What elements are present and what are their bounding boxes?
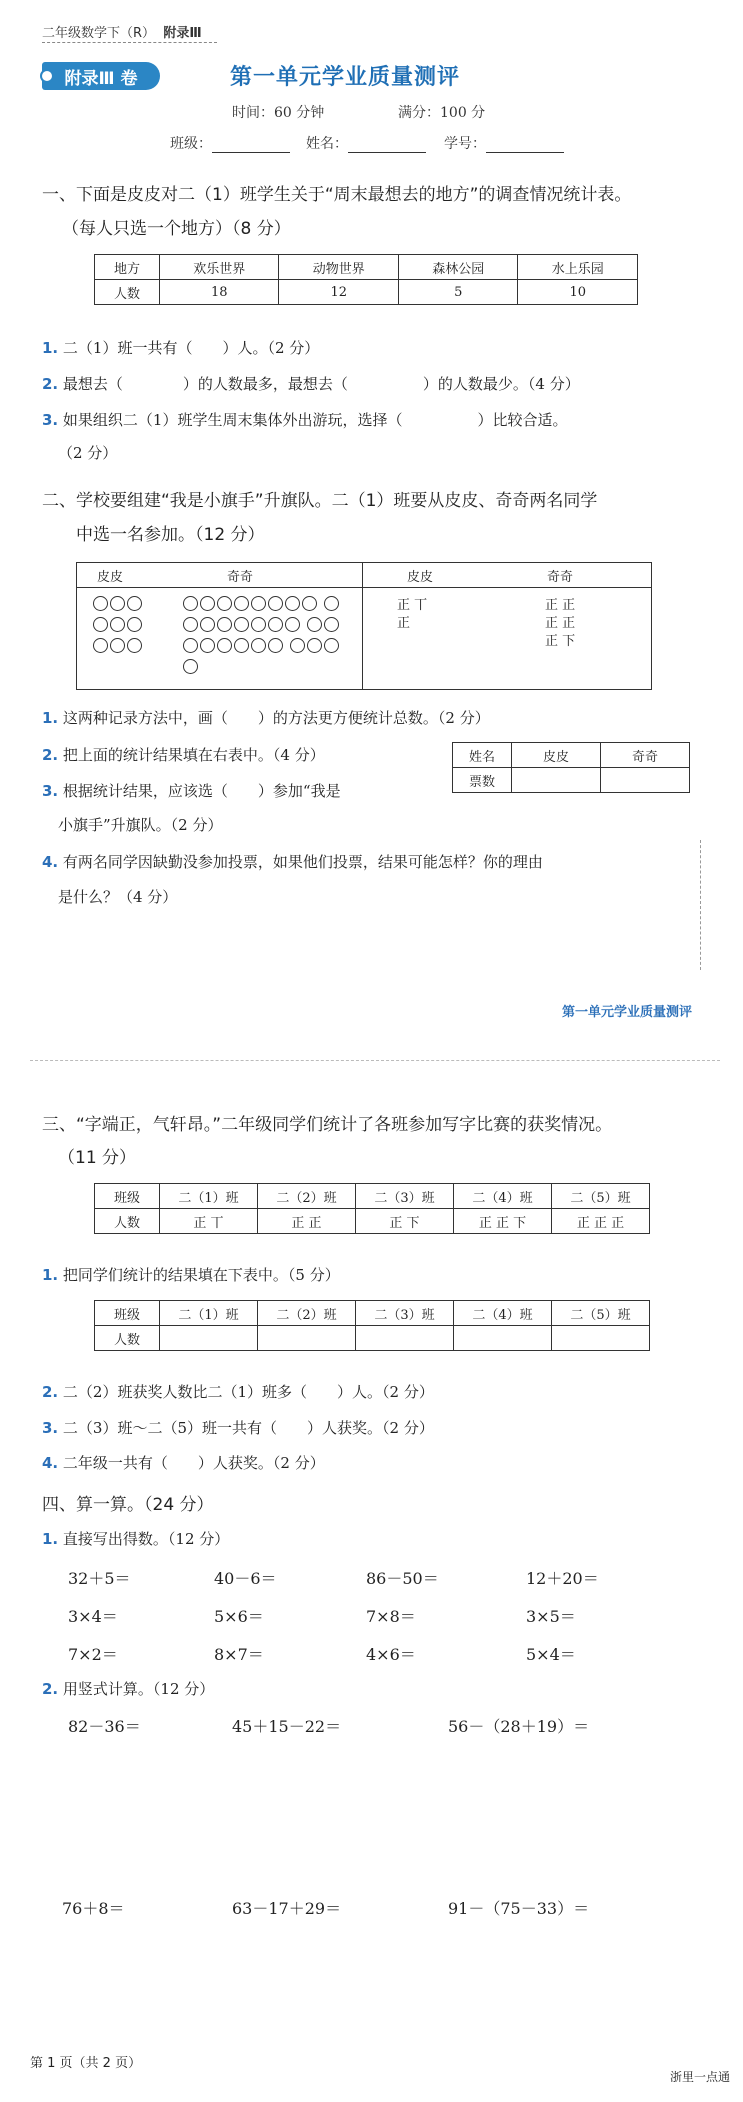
page-break [30,1060,720,1061]
table-row [95,1301,650,1326]
q1-table [94,254,638,305]
table-row [95,1209,650,1234]
table-cell: 二（3）班 [356,1301,454,1326]
page-section-label: 第一单元学业质量测评 [562,1005,693,1020]
table-cell: 奇奇 [601,743,690,768]
q1-item-1: 1. 二（1）班一共有（ ）人。（2 分） [42,339,320,357]
oral-calc: 32＋5＝ [68,1569,131,1588]
oral-calc: 5×4＝ [526,1645,576,1664]
q3-item-2: 2. 二（2）班获奖人数比二（1）班多（ ）人。（2 分） [42,1383,434,1401]
table-cell: 班级 [95,1184,160,1209]
publisher-mark: 浙里一点通 [670,2070,731,2084]
table-cell: 水上乐园 [518,255,638,280]
margin-dash [700,840,701,970]
table-cell: 18 [160,280,279,305]
q4-title: 四、算一算。（24 分） [42,1495,214,1515]
oral-calc: 5×6＝ [214,1607,264,1626]
header-divider [42,42,217,43]
q2-title-cont: 中选一名参加。（12 分） [76,525,265,545]
q3-item-3: 3. 二（3）班～二（5）班一共有（ ）人获奖。（2 分） [42,1419,434,1437]
oral-calc: 86－50＝ [366,1569,439,1588]
table-cell: 票数 [453,768,512,793]
answer-cell[interactable] [258,1326,356,1351]
table-cell: 正 正 下 [454,1209,552,1234]
oral-calc: 7×2＝ [68,1645,118,1664]
oral-calc: 7×8＝ [366,1607,416,1626]
vertical-calc: 76＋8＝ [62,1899,125,1918]
q3-score: （11 分） [58,1148,137,1168]
oral-calc: 8×7＝ [214,1645,264,1664]
vertical-calc: 56－（28＋19）＝ [448,1717,590,1736]
table-row [95,255,638,280]
table-cell: 森林公园 [398,255,517,280]
answer-cell[interactable] [160,1326,258,1351]
table-cell: 人数 [95,1326,160,1351]
appendix-badge: 附录Ⅲ 卷 [42,62,160,90]
table-cell: 地方 [95,255,160,280]
q2-item-4: 4. 有两名同学因缺勤没参加投票，如果他们投票，结果可能怎样？你的理由 [42,853,543,871]
table-row [95,1184,650,1209]
q2-record-box [76,562,652,690]
table-cell: 皮皮 [512,743,601,768]
table-cell: 人数 [95,1209,160,1234]
answer-cell[interactable] [601,768,690,793]
table-cell: 二（1）班 [160,1301,258,1326]
q2-item-1: 1. 这两种记录方法中，画（ ）的方法更方便统计总数。（2 分） [42,709,490,727]
exam-time: 时间：60 分钟 [232,105,325,121]
table-row [95,280,638,305]
q2-item-4-cont: 是什么？（4 分） [58,888,178,906]
table-cell: 人数 [95,280,160,305]
table-cell: 二（1）班 [160,1184,258,1209]
table-row [95,1326,650,1351]
table-cell: 二（3）班 [356,1184,454,1209]
table-cell: 二（4）班 [454,1301,552,1326]
q3-answer-table [94,1300,650,1351]
table-cell: 二（5）班 [552,1184,650,1209]
q2-item-3-cont: 小旗手”升旗队。（2 分） [58,816,223,834]
name-field: 姓名： [306,133,426,153]
answer-cell[interactable] [356,1326,454,1351]
q2-title: 二、学校要组建“我是小旗手”升旗队。二（1）班要从皮皮、奇奇两名同学 [42,491,598,511]
q1-note: （每人只选一个地方）（8 分） [62,219,291,239]
qiqi-tally: 正 正 正 正 正 下 [545,598,576,649]
q1-title: 一、下面是皮皮对二（1）班学生关于“周末最想去的地方”的调查情况统计表。 [42,185,632,205]
tally-header-qiqi: 奇奇 [547,570,574,585]
table-cell: 班级 [95,1301,160,1326]
table-cell: 二（5）班 [552,1301,650,1326]
table-cell: 正 正 正 [552,1209,650,1234]
vertical-calc: 63－17＋29＝ [232,1899,342,1918]
header-left: 二年级数学下（R） 附录Ⅲ [42,26,202,41]
q1-item-3: 3. 如果组织二（1）班学生周末集体外出游玩，选择（ ）比较合适。 [42,411,568,429]
badge-dot-icon [40,69,54,83]
answer-cell[interactable] [512,768,601,793]
q3-title: 三、“字端正，气轩昂。”二年级同学们统计了各班参加写字比赛的获奖情况。 [42,1115,613,1135]
q1-item-3-cont: （2 分） [58,444,118,462]
oral-calc: 3×5＝ [526,1607,576,1626]
page-number: 第 1 页（共 2 页） [30,2056,142,2071]
table-cell: 10 [518,280,638,305]
student-number-field: 学号： [444,133,564,153]
table-cell: 12 [279,280,398,305]
table-row [453,743,690,768]
oral-calc: 12＋20＝ [526,1569,599,1588]
vote-table [452,742,690,793]
table-cell: 正 下 [356,1209,454,1234]
table-cell: 二（4）班 [454,1184,552,1209]
circle-header-qiqi: 奇奇 [227,570,254,585]
q1-item-2: 2. 最想去（ ）的人数最多，最想去（ ）的人数最少。（4 分） [42,375,580,393]
q2-item-2: 2. 把上面的统计结果填在右表中。（4 分） [42,746,325,764]
q3-tally-table [94,1183,650,1234]
oral-calc: 4×6＝ [366,1645,416,1664]
q2-item-3: 3. 根据统计结果，应该选（ ）参加“我是 [42,782,341,800]
q4-sub1: 1. 直接写出得数。（12 分） [42,1530,230,1548]
table-cell: 5 [398,280,517,305]
vertical-calc: 91－（75－33）＝ [448,1899,590,1918]
table-cell: 正 丅 [160,1209,258,1234]
oral-calc: 3×4＝ [68,1607,118,1626]
page-title: 第一单元学业质量测评 [230,65,461,90]
q3-item-1: 1. 把同学们统计的结果填在下表中。（5 分） [42,1266,340,1284]
answer-cell[interactable] [552,1326,650,1351]
table-cell: 二（2）班 [258,1184,356,1209]
pipi-tally: 正 丅 正 [397,598,428,631]
q4-sub2: 2. 用竖式计算。（12 分） [42,1680,215,1698]
exam-score: 满分：100 分 [398,105,486,121]
vertical-calc: 82－36＝ [68,1717,141,1736]
circle-header-pipi: 皮皮 [97,570,124,585]
table-cell: 二（2）班 [258,1301,356,1326]
class-field: 班级： [170,133,290,153]
vertical-calc: 45＋15－22＝ [232,1717,342,1736]
pipi-circles [92,595,154,658]
table-cell: 动物世界 [279,255,398,280]
oral-calc: 40－6＝ [214,1569,277,1588]
table-cell: 姓名 [453,743,512,768]
table-row [453,768,690,793]
table-cell: 欢乐世界 [160,255,279,280]
q3-item-4: 4. 二年级一共有（ ）人获奖。（2 分） [42,1454,325,1472]
qiqi-circles [182,595,342,679]
tally-header-pipi: 皮皮 [407,570,434,585]
answer-cell[interactable] [454,1326,552,1351]
table-cell: 正 正 [258,1209,356,1234]
